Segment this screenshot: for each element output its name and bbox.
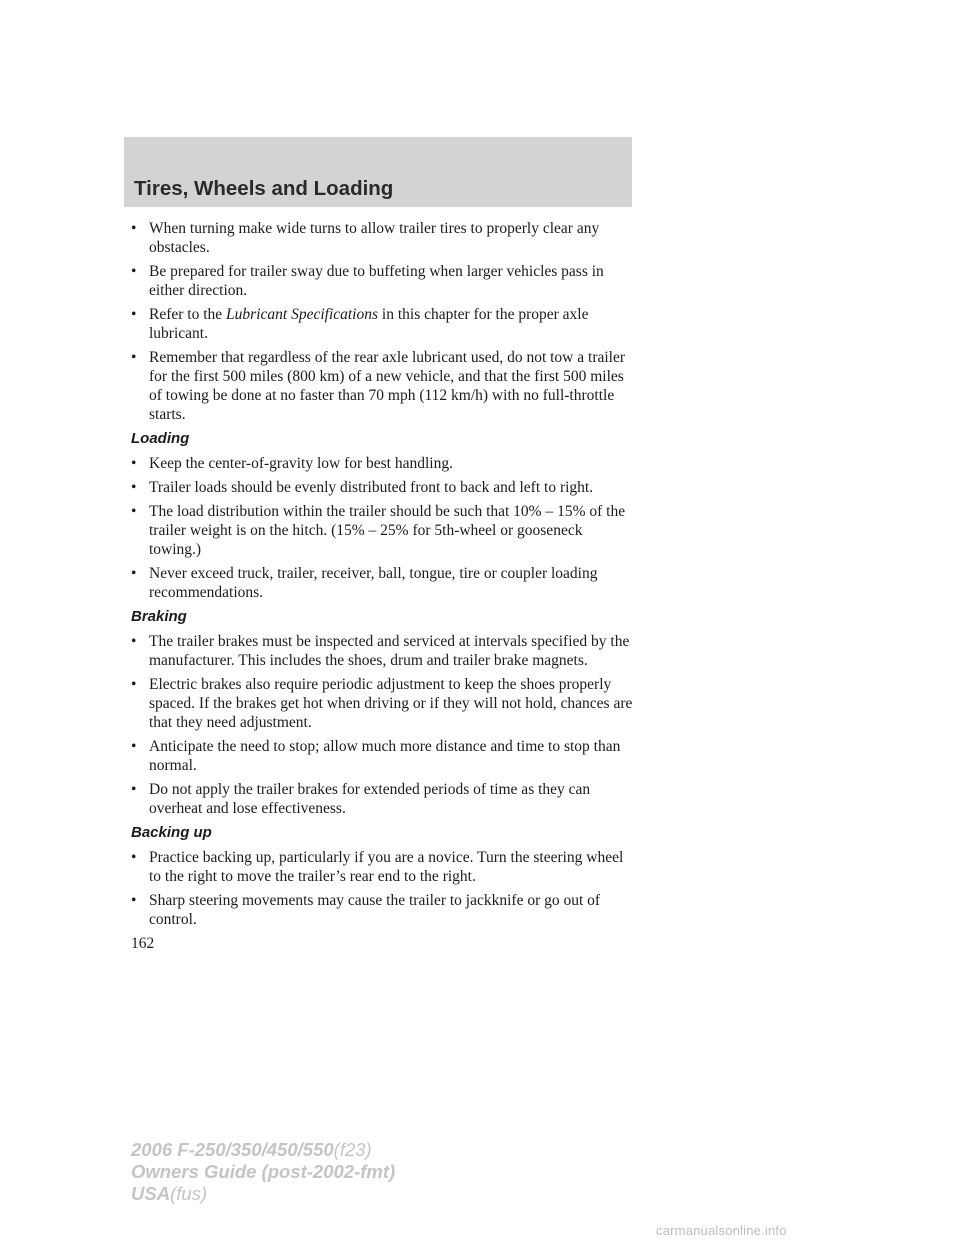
bullet-marker: • (131, 263, 137, 280)
list-item (131, 219, 637, 257)
bullet-marker: • (131, 565, 137, 582)
list-item-text-after: in this chapter for the proper axle lubricant. (149, 306, 589, 342)
bullet-marker: • (131, 633, 137, 650)
chapter-title: Tires, Wheels and Loading (134, 177, 394, 200)
section-heading-backing-up: Backing up (131, 824, 212, 841)
list-item (131, 478, 637, 497)
list-item-text: Electric brakes also require periodic adjustment to keep the shoes properly spaced. If the brakes get hot when driving or if they will not hold, chances are that they need adjustment. (149, 676, 633, 731)
bullet-marker: • (131, 306, 137, 323)
page-number: 162 (131, 935, 155, 952)
list-item-text: Keep the center-of-gravity low for best handling. (149, 455, 453, 472)
bullet-marker: • (131, 479, 137, 496)
chapter-header-band (124, 137, 632, 207)
list-item (131, 632, 637, 670)
bullet-marker: • (131, 892, 137, 909)
bullet-marker: • (131, 849, 137, 866)
list-item (131, 891, 637, 929)
footer-line-guide: Owners Guide (post-2002-fmt) (131, 1161, 396, 1182)
lubricant-specifications-reference: Lubricant Specifications (226, 306, 379, 323)
list-item (131, 305, 637, 343)
bullet-marker: • (131, 676, 137, 693)
list-item-text: Never exceed truck, trailer, receiver, ball, tongue, tire or coupler loading recommendations. (149, 565, 598, 601)
list-item-text: Sharp steering movements may cause the trailer to jackknife or go out of control. (149, 892, 601, 928)
list-item (131, 348, 637, 424)
list-item (131, 262, 637, 300)
list-item (131, 780, 637, 818)
footer-market-code: (fus) (170, 1183, 208, 1204)
list-item (131, 454, 637, 473)
bullet-marker: • (131, 503, 137, 520)
bullet-marker: • (131, 455, 137, 472)
list-item-text: The trailer brakes must be inspected and serviced at intervals specified by the manufacturer. This includes the shoes, drum and trailer brake magnets. (149, 633, 630, 669)
site-watermark: carmanualsonline.info (656, 1223, 787, 1238)
list-item-text: The load distribution within the trailer should be such that 10% – 15% of the trailer weight is on the hitch. (15% – 25% for 5th-wheel or gooseneck towing.) (149, 503, 626, 558)
footer-line-model (131, 1139, 395, 1161)
list-item (131, 737, 637, 775)
list-item-text: Remember that regardless of the rear axle lubricant used, do not tow a trailer for the first 500 miles (800 km) of a new vehicle, and that the first 500 miles of towing be done at no faster than 70 mph (112 km/h) with no full-throttle starts. (149, 349, 626, 423)
list-item-text-before: Refer to the (149, 306, 227, 323)
page-content (131, 219, 637, 934)
footer-model: 2006 F-250/350/450/550 (131, 1139, 334, 1160)
footer-model-code: (f23) (333, 1139, 372, 1160)
list-item-text: Do not apply the trailer brakes for extended periods of time as they can overheat and lose effectiveness. (149, 781, 591, 817)
footer-market: USA (131, 1183, 171, 1204)
list-item (131, 564, 637, 602)
list-item (131, 848, 637, 886)
list-item-text: Practice backing up, particularly if you are a novice. Turn the steering wheel to the right to move the trailer’s rear end to the right. (149, 849, 624, 885)
list-item-text: Anticipate the need to stop; allow much more distance and time to stop than normal. (149, 738, 621, 774)
section-heading-loading: Loading (131, 430, 190, 447)
bullet-marker: • (131, 220, 137, 237)
list-item-text: When turning make wide turns to allow trailer tires to properly clear any obstacles. (149, 220, 600, 256)
list-item (131, 675, 637, 732)
list-item-text: Trailer loads should be evenly distributed front to back and left to right. (149, 479, 594, 496)
bullet-marker: • (131, 349, 137, 366)
bullet-marker: • (131, 781, 137, 798)
list-item (131, 502, 637, 559)
footer-line-market (131, 1183, 395, 1205)
section-heading-braking: Braking (131, 608, 187, 625)
bullet-marker: • (131, 738, 137, 755)
document-footer (131, 1139, 395, 1205)
list-item-text: Be prepared for trailer sway due to buffeting when larger vehicles pass in either direction. (149, 263, 604, 299)
